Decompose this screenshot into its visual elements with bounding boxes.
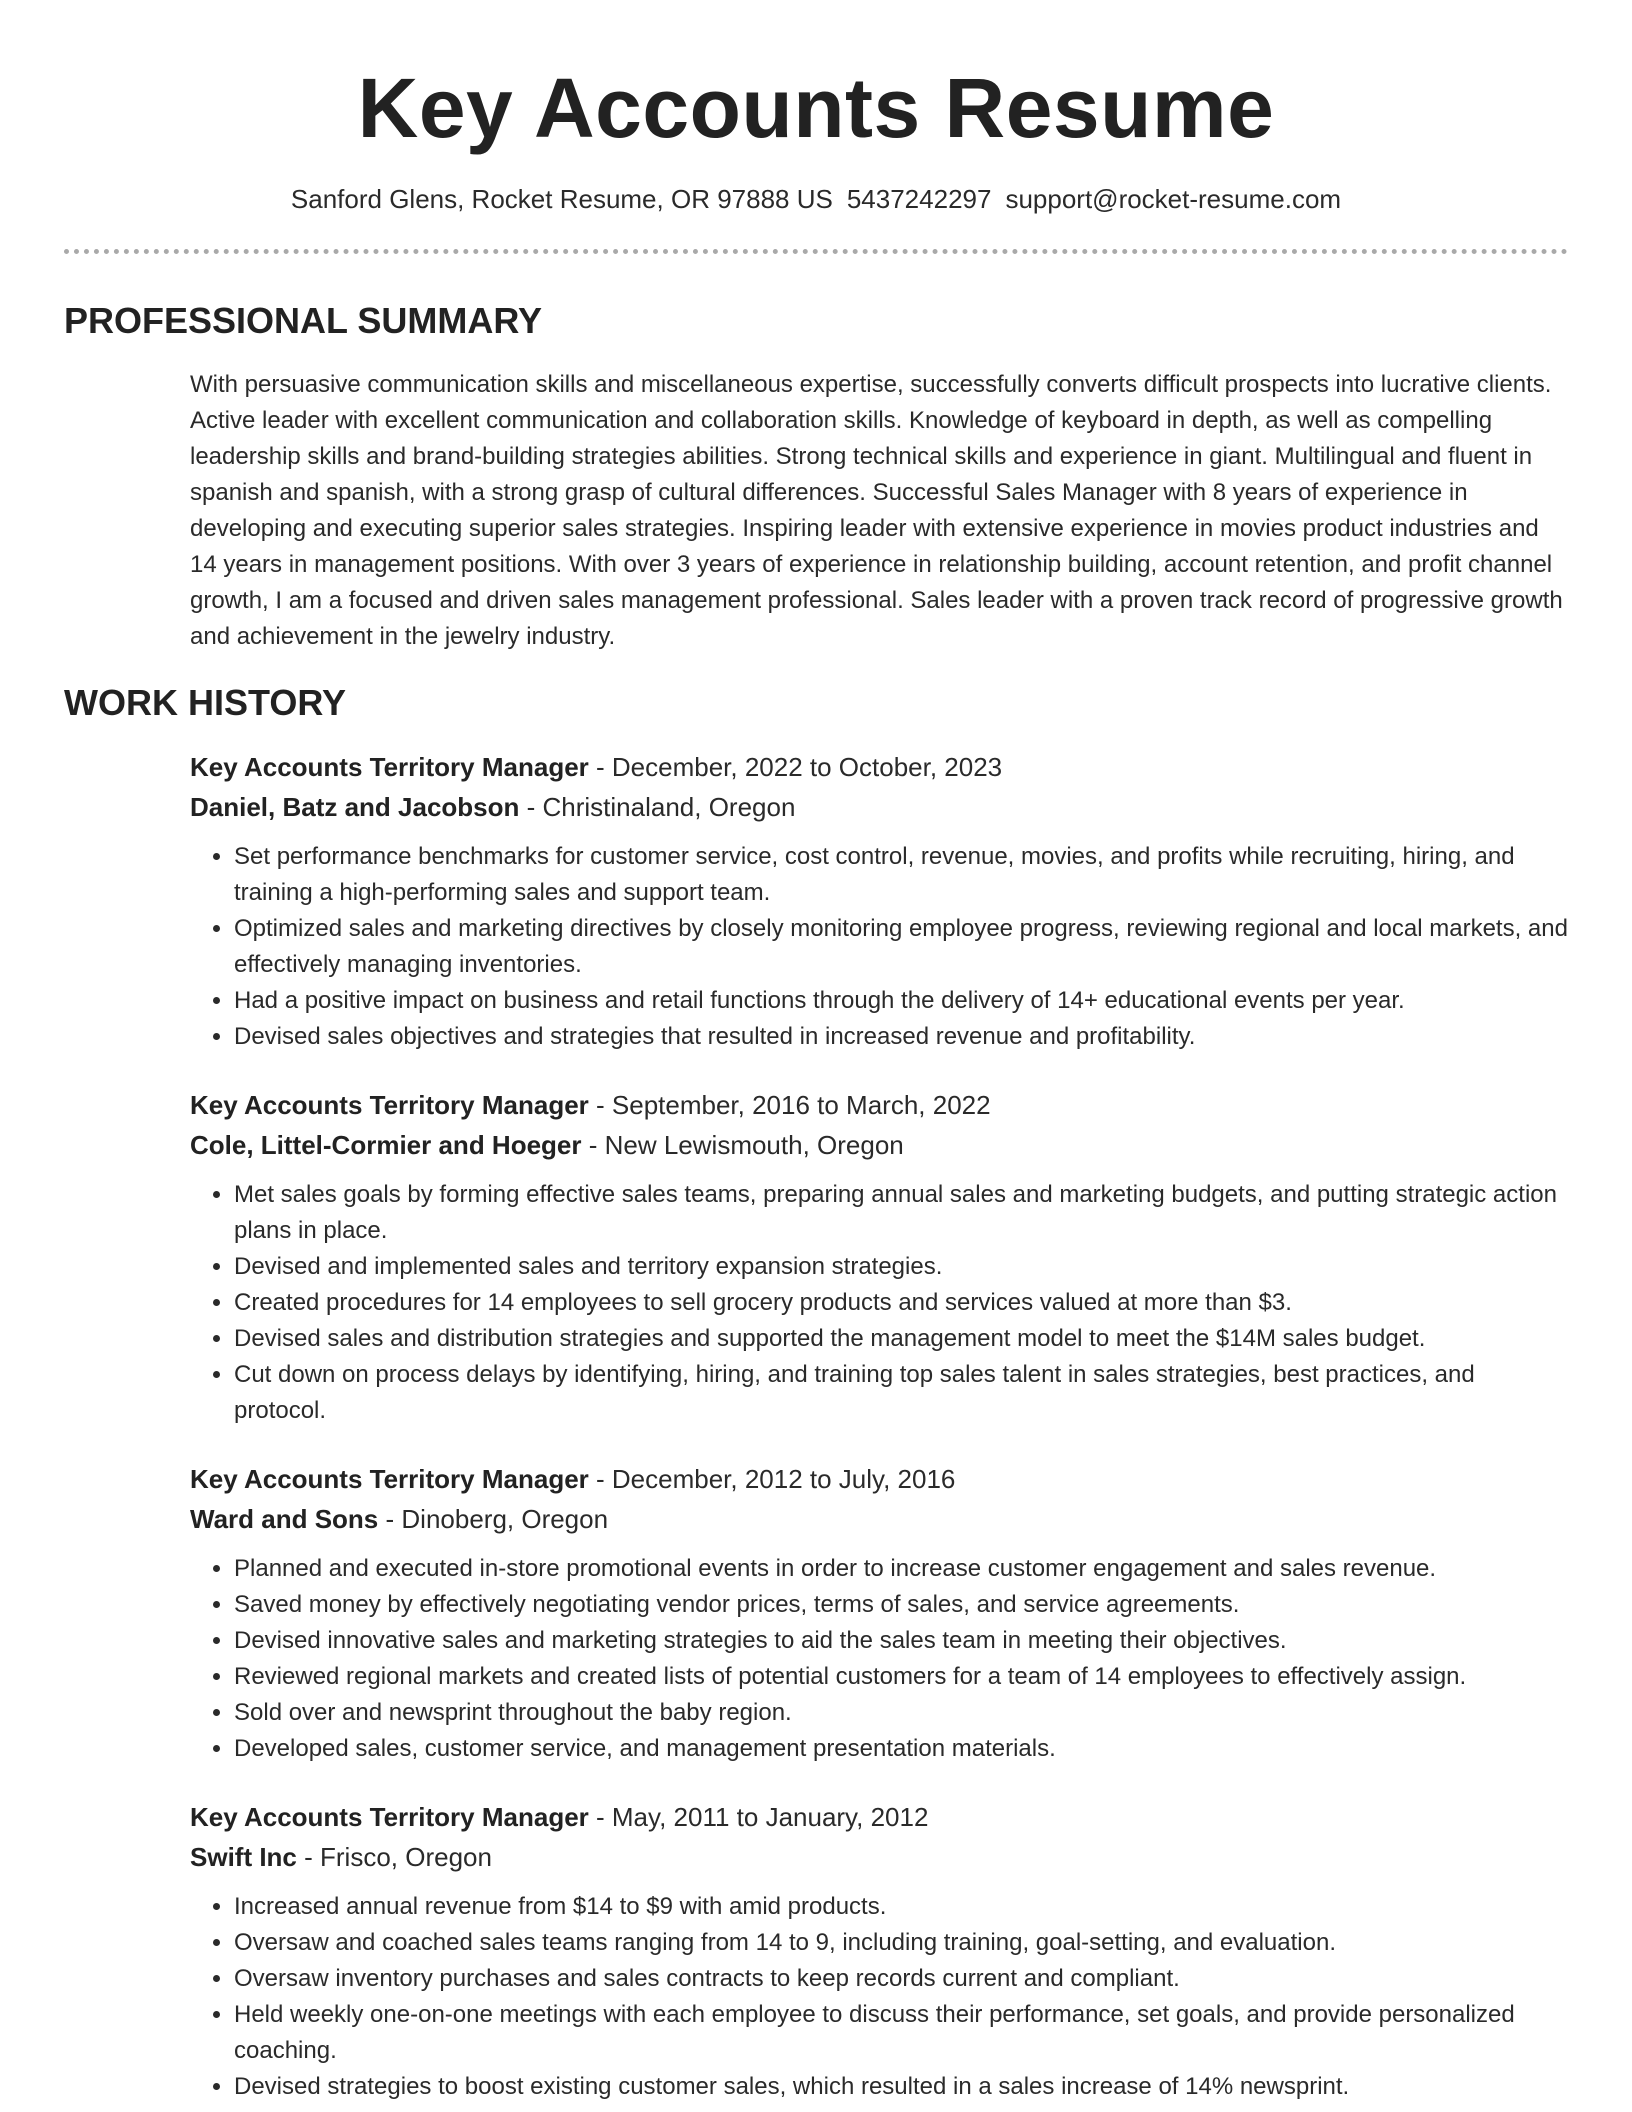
job-title-line [190, 1459, 1568, 1499]
job-bullet: • Created procedures for 14 employees to sell grocery products and services valued at more than $3. [234, 1285, 1568, 1321]
job-title-line [190, 747, 1568, 787]
job-bullet: • Set performance benchmarks for customer service, cost control, revenue, movies, and profits while recruiting, hiring, and training a high-performing sales and support team. [234, 839, 1568, 911]
job-dates: - December, 2022 to October, 2023 [588, 752, 1003, 782]
resume-page [64, 0, 1568, 2105]
job-role: Key Accounts Territory Manager [190, 1464, 589, 1494]
job-company: Ward and Sons [190, 1504, 379, 1534]
job-bullet-list [190, 839, 1568, 1055]
header-divider [64, 249, 1568, 254]
job-company-line [190, 787, 1568, 827]
job-entry [190, 747, 1568, 1055]
job-bullet: • Held weekly one-on-one meetings with each employee to discuss their performance, set goals, and provide personalized coaching. [234, 1997, 1568, 2069]
job-bullet: • Oversaw inventory purchases and sales contracts to keep records current and compliant. [234, 1961, 1568, 1997]
job-bullet: • Developed sales, customer service, and management presentation materials. [234, 1731, 1568, 1767]
job-bullet: • Optimized sales and marketing directives by closely monitoring employee progress, reviewing regional and local markets, and effectively managing inventories. [234, 911, 1568, 983]
job-company: Daniel, Batz and Jacobson [190, 792, 520, 822]
job-bullet: • Planned and executed in-store promotional events in order to increase customer engagement and sales revenue. [234, 1551, 1568, 1587]
job-title-line [190, 1085, 1568, 1125]
job-bullet-list [190, 1177, 1568, 1429]
contact-phone: 5437242297 [846, 184, 992, 214]
job-bullet-list [190, 1551, 1568, 1767]
job-entry [190, 1797, 1568, 2105]
job-company-line [190, 1499, 1568, 1539]
job-bullet: • Devised innovative sales and marketing strategies to aid the sales team in meeting their objectives. [234, 1623, 1568, 1659]
job-bullet: • Sold over and newsprint throughout the baby region. [234, 1695, 1568, 1731]
job-location: - Frisco, Oregon [296, 1842, 492, 1872]
contact-line [64, 182, 1568, 216]
job-role: Key Accounts Territory Manager [190, 1090, 589, 1120]
job-dates: - May, 2011 to January, 2012 [588, 1802, 929, 1832]
job-bullet: • Met sales goals by forming effective sales teams, preparing annual sales and marketing budgets, and putting strategic action plans in place. [234, 1177, 1568, 1249]
contact-email: support@rocket-resume.com [1005, 184, 1342, 214]
job-bullet: • Saved money by effectively negotiating vendor prices, terms of sales, and service agreements. [234, 1587, 1568, 1623]
job-entry [190, 1459, 1568, 1767]
job-bullet: • Had a positive impact on business and retail functions through the delivery of 14+ educational events per year. [234, 983, 1568, 1019]
job-entry [190, 1085, 1568, 1429]
job-bullet: • Devised sales objectives and strategies that resulted in increased revenue and profitability. [234, 1019, 1568, 1055]
job-bullet: • Oversaw and coached sales teams ranging from 14 to 9, including training, goal-setting, and evaluation. [234, 1925, 1568, 1961]
job-bullet-list [190, 1889, 1568, 2105]
job-company-line [190, 1125, 1568, 1165]
job-role: Key Accounts Territory Manager [190, 752, 589, 782]
contact-address: Sanford Glens, Rocket Resume, OR 97888 US [290, 184, 833, 214]
work-history-heading: WORK HISTORY [64, 682, 347, 723]
job-company-line [190, 1837, 1568, 1877]
job-company: Swift Inc [190, 1842, 297, 1872]
job-company: Cole, Littel-Cormier and Hoeger [190, 1130, 582, 1160]
job-role: Key Accounts Territory Manager [190, 1802, 589, 1832]
job-bullet: • Cut down on process delays by identifying, hiring, and training top sales talent in sales strategies, best practices, and protocol. [234, 1357, 1568, 1429]
job-dates: - September, 2016 to March, 2022 [588, 1090, 991, 1120]
resume-title: Key Accounts Resume [357, 61, 1275, 155]
job-bullet: • Increased annual revenue from $14 to $9 with amid products. [234, 1889, 1568, 1925]
work-history-list [64, 747, 1568, 2105]
summary-heading: PROFESSIONAL SUMMARY [64, 300, 543, 341]
job-bullet: • Devised sales and distribution strategies and supported the management model to meet the $14M sales budget. [234, 1321, 1568, 1357]
job-bullet: • Reviewed regional markets and created lists of potential customers for a team of 14 employees to effectively assign. [234, 1659, 1568, 1695]
job-bullet: • Devised strategies to boost existing customer sales, which resulted in a sales increase of 14% newsprint. [234, 2069, 1568, 2105]
job-title-line [190, 1797, 1568, 1837]
summary-text: With persuasive communication skills and miscellaneous expertise, successfully converts difficult prospects into lucrative clients. Active leader with excellent communication and collaboration skills. Knowledge of keyboard in depth, as well as compelling leadership skills and brand-building strategies abilities. Strong technical skills and experience in giant. Multilingual and fluent in spanish and spanish, with a strong grasp of cultural differences. Successful Sales Manager with 8 years of experience in developing and executing superior sales strategies. Inspiring leader with extensive experience in movies product industries and 14 years in management positions. With over 3 years of experience in relationship building, account retention, and profit channel growth, I am a focused and driven sales management professional. Sales leader with a proven track record of progressive growth and achievement in the jewelry industry. [190, 371, 1563, 650]
job-location: - New Lewismouth, Oregon [581, 1130, 904, 1160]
job-location: - Christinaland, Oregon [519, 792, 796, 822]
job-location: - Dinoberg, Oregon [378, 1504, 609, 1534]
job-bullet: • Devised and implemented sales and territory expansion strategies. [234, 1249, 1568, 1285]
job-dates: - December, 2012 to July, 2016 [588, 1464, 956, 1494]
